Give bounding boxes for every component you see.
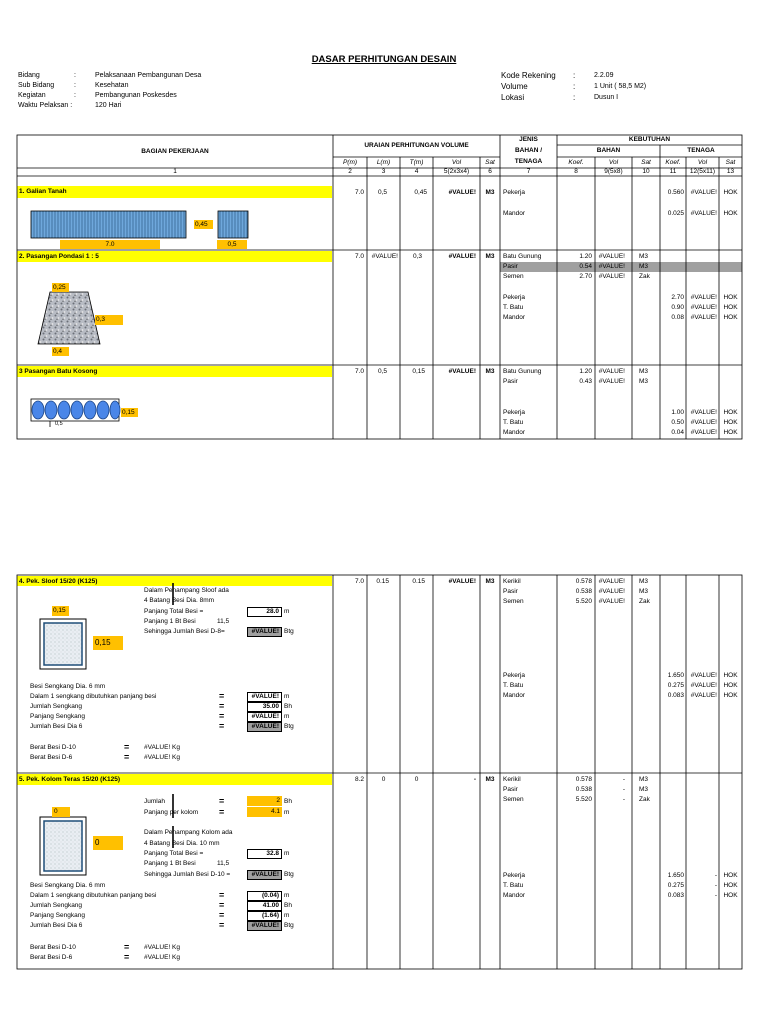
header-uraian: URAIAN PERHITUNGAN VOLUME — [364, 142, 469, 149]
note-line: Dalam Penampang Kolom ada — [144, 829, 233, 836]
dim-side: 0,15 — [93, 636, 123, 650]
tenaga-name: Mandor — [503, 429, 526, 436]
col-header: T(m) — [409, 159, 424, 166]
dim-top: 0 — [52, 807, 70, 817]
dim-width: 0,5 — [217, 240, 247, 249]
bahan-sat: M3 — [639, 776, 649, 783]
equals-sign: = — [124, 742, 130, 752]
tenaga-koef: 0.08 — [671, 314, 684, 321]
tenaga-name: T. Batu — [503, 304, 524, 311]
header-kebutuhan: KEBUTUHAN — [628, 136, 671, 143]
sengkang-unit: Bh — [284, 902, 292, 909]
bahan-name: Pasir — [503, 378, 518, 385]
col-header: Koef. — [568, 159, 584, 166]
bahan-sat: M3 — [639, 253, 649, 260]
sengkang-unit: Bh — [284, 703, 292, 710]
col-number: 2 — [348, 168, 352, 175]
info-sep: : — [74, 92, 76, 99]
bahan-koef: 2.70 — [579, 273, 592, 280]
bahan-koef: 0.43 — [579, 378, 592, 385]
section-title-galian: 1. Galian Tanah — [17, 186, 332, 198]
tenaga-koef: 0.04 — [671, 429, 684, 436]
tenaga-sat: HOK — [723, 672, 738, 679]
info-value: Pelaksanaan Pembangunan Desa — [95, 72, 202, 79]
cell-t: 0,3 — [412, 253, 422, 260]
berat-value: #VALUE! Kg — [144, 954, 181, 961]
tenaga-name: Mandor — [503, 692, 526, 699]
col-header: Koef. — [665, 159, 681, 166]
tenaga-sat: HOK — [723, 882, 738, 889]
header-tenaga: TENAGA — [687, 147, 715, 154]
cursor-marker — [171, 826, 175, 848]
col-header: L(m) — [376, 159, 391, 166]
col-header: P(m) — [342, 159, 358, 166]
dim-side: 0 — [93, 836, 123, 850]
section-title-sloof: 4. Pek. Sloof 15/20 (K125) — [17, 576, 332, 586]
tenaga-vol: #VALUE! — [690, 304, 717, 311]
info-value: 2.2.09 — [594, 72, 614, 79]
sengkang-unit: Btg — [284, 922, 294, 929]
bahan-koef: 0.538 — [575, 786, 592, 793]
bt-length: 11,5 — [217, 618, 230, 625]
equals-sign: = — [219, 920, 225, 930]
info-label: Sub Bidang — [18, 82, 55, 89]
sengkang-value: #VALUE! — [247, 692, 282, 702]
tenaga-koef: 0.025 — [667, 210, 684, 217]
cell-vol: - — [473, 776, 476, 783]
info-label: Waktu Pelaksan : — [18, 102, 73, 109]
tenaga-sat: HOK — [723, 189, 738, 196]
tenaga-name: T. Batu — [503, 682, 524, 689]
kolom-section-drawing — [38, 815, 88, 877]
sengkang-value: #VALUE! — [247, 722, 282, 732]
header-jenis: BAHAN / — [514, 147, 543, 154]
note-line: Dalam Penampang Sloof ada — [144, 587, 229, 594]
sengkang-label: Jumlah Besi Dia 6 — [30, 723, 83, 730]
bahan-name: Batu Gunung — [503, 253, 542, 260]
tenaga-name: Pekerja — [503, 294, 526, 301]
tenaga-name: T. Batu — [503, 882, 524, 889]
berat-label: Berat Besi D-6 — [30, 954, 73, 961]
tenaga-name: Mandor — [503, 314, 526, 321]
header-jenis: JENIS — [519, 136, 538, 143]
note-line: Panjang Total Besi = — [144, 850, 204, 857]
cell-vol: #VALUE! — [448, 368, 476, 375]
info-label: Kegiatan — [18, 92, 46, 99]
dim-side: 0,3 — [95, 315, 123, 325]
bahan-vol: #VALUE! — [598, 378, 625, 385]
berat-label: Berat Besi D-10 — [30, 744, 76, 751]
sengkang-unit: m — [284, 892, 290, 899]
sengkang-title: Besi Sengkang Dia. 6 mm — [30, 882, 106, 889]
equals-sign: = — [219, 721, 225, 731]
cell-l: 0 — [381, 776, 386, 783]
cell-t: 0.15 — [412, 578, 425, 585]
info-value: Dusun I — [594, 94, 619, 101]
bahan-sat: M3 — [639, 378, 649, 385]
cell-l: 0,5 — [377, 189, 387, 196]
bahan-name: Kerikil — [503, 776, 521, 783]
bahan-name: Kerikil — [503, 578, 521, 585]
jumlah-besi-box: #VALUE! — [247, 627, 282, 637]
tenaga-koef: 1.00 — [671, 409, 684, 416]
note-line: Panjang Total Besi = — [144, 608, 204, 615]
note-line: Panjang 1 Bt Besi — [144, 618, 196, 625]
dim-top: 0,15 — [52, 606, 69, 616]
bahan-name: Pasir — [503, 588, 518, 595]
jumlah-besi-box: #VALUE! — [247, 870, 282, 880]
cell-t: 0,15 — [412, 368, 425, 375]
col-header: Vol — [697, 159, 708, 166]
bahan-koef: 1.20 — [579, 368, 592, 375]
col-number: 4 — [414, 168, 419, 175]
bahan-vol: #VALUE! — [598, 263, 625, 270]
sengkang-value: 35.00 — [247, 702, 282, 712]
sengkang-value: 41.00 — [247, 901, 282, 911]
equals-sign: = — [219, 691, 225, 701]
sengkang-label: Dalam 1 sengkang dibutuhkan panjang besi — [30, 892, 157, 899]
tenaga-koef: 0.275 — [667, 682, 684, 689]
dim-length: 7.0 — [60, 240, 160, 249]
panjang-kolom-unit: m — [284, 809, 290, 816]
dim-bottom: 0,4 — [52, 347, 69, 356]
tenaga-sat: HOK — [723, 409, 738, 416]
bahan-name: Semen — [503, 598, 524, 605]
sengkang-label: Jumlah Besi Dia 6 — [30, 922, 83, 929]
tenaga-vol: - — [714, 872, 717, 879]
sengkang-value: #VALUE! — [247, 921, 282, 931]
equals-sign: = — [124, 942, 130, 952]
bahan-vol: - — [622, 786, 625, 793]
berat-label: Berat Besi D-10 — [30, 944, 76, 951]
berat-value: #VALUE! Kg — [144, 744, 181, 751]
equals-sign: = — [219, 796, 225, 806]
bahan-sat: M3 — [639, 368, 649, 375]
sengkang-label: Panjang Sengkang — [30, 713, 85, 720]
equals-sign: = — [124, 952, 130, 962]
col-header: Sat — [725, 159, 736, 166]
sengkang-label: Panjang Sengkang — [30, 912, 85, 919]
tenaga-sat: HOK — [723, 682, 738, 689]
tenaga-sat: HOK — [723, 419, 738, 426]
bahan-sat: Zak — [639, 796, 650, 803]
bahan-vol: - — [622, 776, 625, 783]
total-besi-unit: m — [284, 608, 290, 615]
section-title-batu-kosong: 3 Pasangan Batu Kosong — [17, 366, 332, 377]
note-line: Panjang 1 Bt Besi — [144, 860, 196, 867]
bahan-sat: M3 — [639, 578, 649, 585]
info-label: Bidang — [18, 72, 40, 79]
tenaga-sat: HOK — [723, 872, 738, 879]
berat-value: #VALUE! Kg — [144, 754, 181, 761]
col-number: 7 — [526, 168, 531, 175]
col-number: 10 — [642, 168, 650, 175]
equals-sign: = — [124, 752, 130, 762]
sengkang-value: #VALUE! — [247, 712, 282, 722]
equals-sign: = — [219, 711, 225, 721]
cell-sat: M3 — [485, 253, 495, 260]
cell-p: 8.2 — [354, 776, 364, 783]
tenaga-name: Pekerja — [503, 409, 526, 416]
tenaga-koef: 1.650 — [667, 872, 684, 879]
note-line: 4 Batang Besi Dia. 10 mm — [144, 840, 220, 847]
jumlah-besi-unit: Btg — [284, 628, 294, 635]
bahan-name: Semen — [503, 273, 524, 280]
sengkang-label: Dalam 1 sengkang dibutuhkan panjang besi — [30, 693, 157, 700]
tenaga-name: T. Batu — [503, 419, 524, 426]
equals-sign: = — [219, 701, 225, 711]
tenaga-vol: #VALUE! — [690, 692, 717, 699]
info-value: Pembangunan Poskesdes — [95, 92, 177, 99]
tenaga-vol: #VALUE! — [690, 189, 717, 196]
tenaga-koef: 0.275 — [667, 882, 684, 889]
info-sep: : — [74, 72, 76, 79]
equals-sign: = — [219, 807, 225, 817]
tenaga-vol: - — [714, 892, 717, 899]
equals-sign: = — [219, 900, 225, 910]
tenaga-name: Mandor — [503, 210, 526, 217]
sengkang-unit: Btg — [284, 723, 294, 730]
dim-bottom: 0,5 — [55, 421, 63, 427]
cursor-marker — [171, 794, 175, 818]
sengkang-unit: m — [284, 713, 290, 720]
tenaga-koef: 0.083 — [667, 692, 684, 699]
bahan-name: Pasir — [503, 263, 518, 270]
info-sep: : — [573, 71, 576, 80]
bahan-vol: #VALUE! — [598, 598, 625, 605]
cell-sat: M3 — [485, 578, 495, 585]
tenaga-name: Pekerja — [503, 189, 526, 196]
col-number: 6 — [488, 168, 492, 175]
col-header: Sat — [485, 159, 495, 166]
equals-sign: = — [219, 890, 225, 900]
bahan-koef: 0.538 — [575, 588, 592, 595]
bahan-koef: 5.520 — [575, 796, 592, 803]
bahan-vol: - — [622, 796, 625, 803]
col-number: 1 — [173, 168, 177, 175]
cell-vol: #VALUE! — [448, 189, 476, 196]
tenaga-koef: 0.50 — [671, 419, 684, 426]
cell-sat: M3 — [485, 189, 495, 196]
stones-drawing — [30, 398, 122, 428]
bahan-sat: M3 — [639, 588, 649, 595]
sengkang-unit: m — [284, 912, 290, 919]
bahan-koef: 0.578 — [575, 776, 592, 783]
tenaga-vol: #VALUE! — [690, 409, 717, 416]
col-number: 13 — [726, 168, 735, 175]
info-label: Kode Rekening — [501, 71, 556, 80]
col-header: Vol — [608, 159, 619, 166]
cursor-marker — [171, 583, 175, 605]
bahan-vol: #VALUE! — [598, 273, 625, 280]
sengkang-value: (1.64) — [247, 911, 282, 921]
header-jenis: TENAGA — [514, 158, 543, 165]
tenaga-sat: HOK — [723, 692, 738, 699]
cell-t: 0,45 — [414, 189, 427, 196]
cell-vol: #VALUE! — [448, 253, 476, 260]
info-sep: : — [573, 93, 576, 102]
berat-label: Berat Besi D-6 — [30, 754, 73, 761]
panjang-kolom-value: 4.1 — [247, 807, 282, 817]
cell-l: 0,5 — [377, 368, 387, 375]
section-title-pondasi: 2. Pasangan Pondasi 1 : 5 — [17, 251, 332, 262]
col-number: 11 — [669, 168, 677, 175]
bahan-vol: #VALUE! — [598, 253, 625, 260]
tenaga-koef: 0.083 — [667, 892, 684, 899]
cell-l: 0.15 — [376, 578, 389, 585]
tenaga-koef: 2.70 — [671, 294, 684, 301]
tenaga-koef: 0.560 — [667, 189, 684, 196]
note-line: Sehingga Jumlah Besi D-10 = — [144, 871, 231, 878]
bt-length: 11,5 — [217, 860, 230, 867]
bahan-koef: 0.578 — [575, 578, 592, 585]
jumlah-besi-unit: Btg — [284, 871, 294, 878]
sengkang-value: (0.04) — [247, 891, 282, 901]
tenaga-sat: HOK — [723, 429, 738, 436]
info-value: 1 Unit ( 58,5 M2) — [594, 83, 647, 90]
note-line: 4 Batang Besi Dia. 8mm — [144, 597, 215, 604]
jumlah-unit: Bh — [284, 798, 292, 805]
header-bahan: BAHAN — [596, 147, 621, 154]
tenaga-sat: HOK — [723, 294, 738, 301]
col-header: Vol — [451, 159, 462, 166]
bahan-sat: Zak — [639, 273, 650, 280]
cell-vol: #VALUE! — [448, 578, 476, 585]
header-bagian: BAGIAN PEKERJAAN — [141, 148, 209, 155]
tenaga-vol: #VALUE! — [690, 294, 717, 301]
sengkang-unit: m — [284, 693, 290, 700]
col-number: 8 — [574, 168, 578, 175]
tenaga-sat: HOK — [723, 304, 738, 311]
sengkang-title: Besi Sengkang Dia. 6 mm — [30, 683, 106, 690]
total-besi-unit: m — [284, 850, 290, 857]
info-label: Lokasi — [501, 93, 525, 102]
dim-side: 0,15 — [121, 408, 138, 417]
info-label: Volume — [501, 82, 528, 91]
info-sep: : — [573, 82, 576, 91]
col-number: 12(5x11) — [689, 168, 716, 175]
jumlah-value: 2 — [247, 796, 282, 806]
berat-value: #VALUE! Kg — [144, 944, 181, 951]
sengkang-label: Jumlah Sengkang — [30, 703, 83, 710]
tenaga-sat: HOK — [723, 892, 738, 899]
cell-sat: M3 — [485, 776, 495, 783]
cell-p: 7.0 — [354, 189, 364, 196]
bahan-koef: 5.520 — [575, 598, 592, 605]
tenaga-vol: #VALUE! — [690, 429, 717, 436]
tenaga-sat: HOK — [723, 210, 738, 217]
cell-t: 0 — [414, 776, 419, 783]
col-header: Sat — [641, 159, 651, 166]
bahan-name: Batu Gunung — [503, 368, 542, 375]
bahan-koef: 0.54 — [579, 263, 592, 270]
col-number: 5(2x3x4) — [443, 168, 470, 175]
bahan-sat: M3 — [639, 786, 649, 793]
dim-height: 0,45 — [194, 220, 213, 229]
tenaga-vol: #VALUE! — [690, 682, 717, 689]
dim-top: 0,25 — [52, 283, 69, 292]
total-besi-box: 28.0 — [247, 607, 282, 617]
tenaga-vol: - — [714, 882, 717, 889]
cell-sat: M3 — [485, 368, 495, 375]
info-value: 120 Hari — [95, 102, 122, 109]
tenaga-sat: HOK — [723, 314, 738, 321]
cell-p: 7.0 — [354, 253, 364, 260]
jumlah-label: Jumlah — [144, 798, 165, 805]
col-number: 3 — [381, 168, 386, 175]
page-title: DASAR PERHITUNGAN DESAIN — [311, 54, 457, 65]
total-besi-box: 32.8 — [247, 849, 282, 859]
panjang-kolom-label: Panjang per kolom — [144, 809, 199, 816]
tenaga-koef: 0.90 — [671, 304, 684, 311]
sengkang-label: Jumlah Sengkang — [30, 902, 83, 909]
note-line: Sehingga Jumlah Besi D-8= — [144, 628, 225, 635]
section-title-kolom: 5. Pek. Kolom Teras 15/20 (K125) — [17, 774, 332, 785]
tenaga-vol: #VALUE! — [690, 419, 717, 426]
bahan-sat: Zak — [639, 598, 650, 605]
bahan-vol: #VALUE! — [598, 578, 625, 585]
bahan-vol: #VALUE! — [598, 368, 625, 375]
col-number: 9(5x8) — [604, 168, 623, 175]
cell-l: #VALUE! — [371, 253, 398, 260]
tenaga-name: Pekerja — [503, 672, 526, 679]
tenaga-name: Pekerja — [503, 872, 526, 879]
tenaga-vol: #VALUE! — [690, 210, 717, 217]
bahan-name: Pasir — [503, 786, 518, 793]
bahan-sat: M3 — [639, 263, 649, 270]
cell-p: 7.0 — [354, 578, 364, 585]
bahan-name: Semen — [503, 796, 524, 803]
info-value: Kesehatan — [95, 82, 129, 89]
tenaga-koef: 1.650 — [667, 672, 684, 679]
sloof-section-drawing — [38, 617, 88, 671]
cell-p: 7.0 — [354, 368, 364, 375]
tenaga-vol: #VALUE! — [690, 314, 717, 321]
tenaga-name: Mandor — [503, 892, 526, 899]
info-sep: : — [74, 82, 76, 89]
equals-sign: = — [219, 910, 225, 920]
bahan-koef: 1.20 — [579, 253, 592, 260]
tenaga-vol: #VALUE! — [690, 672, 717, 679]
bahan-vol: #VALUE! — [598, 588, 625, 595]
